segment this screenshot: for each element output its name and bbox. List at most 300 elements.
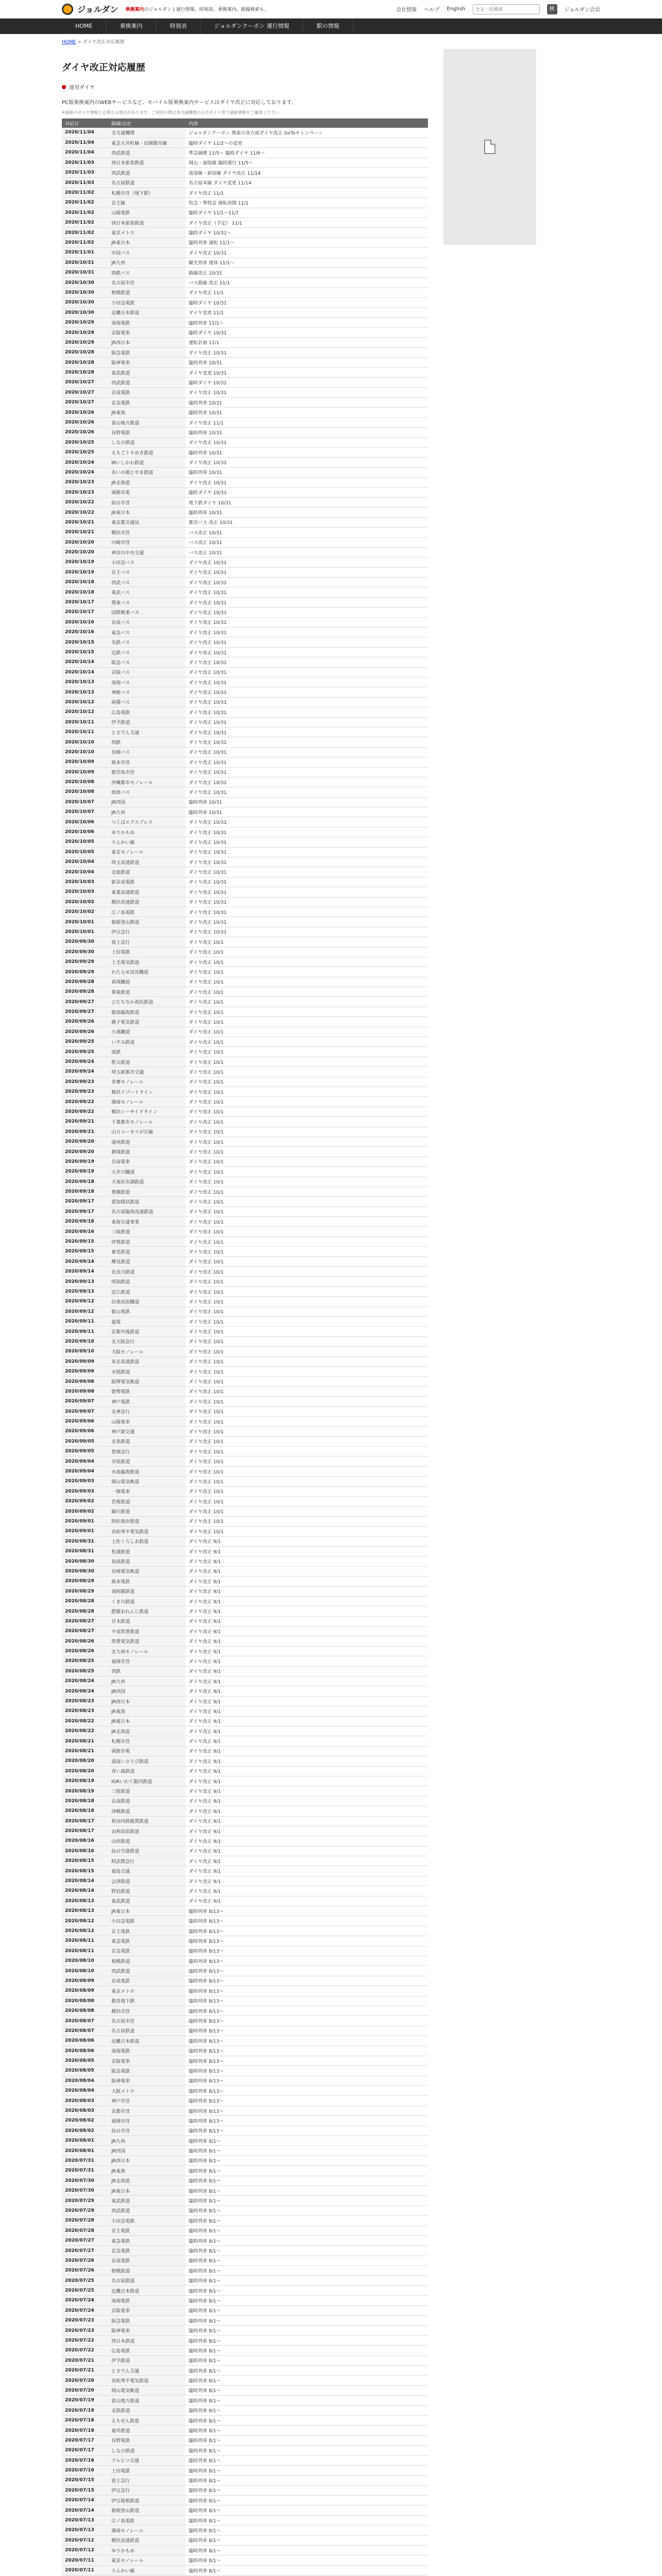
row-line: IRいしかわ鉄道 — [108, 457, 186, 467]
search-button[interactable]: 検 — [547, 4, 557, 14]
row-line: 京阪バス — [108, 667, 186, 677]
row-date: 2020/10/14 — [62, 657, 108, 667]
row-line: 阪急電鉄 — [108, 2066, 186, 2076]
row-content: 臨時列車 8/1〜 — [186, 2446, 428, 2455]
row-content: ダイヤ改正 9/1 — [186, 1606, 428, 1616]
row-line: 鹿児島市営 — [108, 767, 186, 777]
row-date: 2020/11/02 — [62, 188, 108, 197]
row-content: ダイヤ改正 10/1 — [186, 1037, 428, 1047]
row-line: 北九州モノレール — [108, 1646, 186, 1656]
nav-home[interactable]: HOME — [62, 19, 106, 34]
row-content: ダイヤ改正 9/1 — [186, 1806, 428, 1816]
row-content: ダイヤ改正 10/31 — [186, 847, 428, 857]
row-content: ダイヤ変更 11/1 — [186, 308, 428, 317]
row-date: 2020/09/16 — [62, 1227, 108, 1236]
table-row — [62, 1776, 428, 1786]
table-row — [62, 1297, 428, 1307]
row-content: 臨時列車 8/1〜 — [186, 2505, 428, 2515]
row-date: 2020/09/27 — [62, 997, 108, 1007]
row-line: 北神急行 — [108, 1406, 186, 1416]
table-row — [62, 487, 428, 497]
table-row — [62, 2496, 428, 2505]
row-content: 臨時列車 8/1〜 — [186, 2526, 428, 2535]
row-line: 福岡市営 — [108, 1656, 186, 1666]
row-line: 名古屋鉄道 — [108, 2026, 186, 2036]
row-content: 臨時列車 8/13〜 — [186, 2116, 428, 2126]
row-date: 2020/11/02 — [62, 238, 108, 247]
row-content: ダイヤ改正 10/31 — [186, 787, 428, 797]
row-line: 伊豆急行 — [108, 927, 186, 937]
row-date: 2020/09/27 — [62, 1007, 108, 1016]
table-row — [62, 2435, 428, 2445]
row-line: 全交通機関 — [108, 128, 186, 138]
row-content: 臨時ダイヤ 10/31〜 — [186, 228, 428, 238]
row-line: 京王電鉄 — [108, 1926, 186, 1936]
row-line: 函館市電 — [108, 487, 186, 497]
table-row — [62, 308, 428, 317]
table-row — [62, 1466, 428, 1476]
row-date: 2020/11/02 — [62, 208, 108, 217]
row-line: 小湊鐵道 — [108, 1027, 186, 1037]
row-content: 臨時列車 8/1〜 — [186, 2465, 428, 2475]
row-content: 臨時列車 8/1〜 — [186, 2136, 428, 2146]
row-line: 筑豊電気鉄道 — [108, 1636, 186, 1646]
nav-transfer[interactable]: 乗換案内 — [106, 19, 156, 34]
row-date: 2020/10/30 — [62, 287, 108, 297]
row-date: 2020/09/28 — [62, 977, 108, 987]
table-row — [62, 448, 428, 457]
row-line: 西武バス — [108, 578, 186, 587]
table-row — [62, 2256, 428, 2265]
table-row — [62, 847, 428, 857]
table-row — [62, 2206, 428, 2215]
table-row — [62, 1377, 428, 1386]
row-line: JR九州 — [108, 258, 186, 267]
row-date: 2020/10/17 — [62, 597, 108, 607]
row-content: ダイヤ改正 10/1 — [186, 1506, 428, 1516]
row-line: アルピコ交通 — [108, 2455, 186, 2465]
row-content: ダイヤ改正 10/1 — [186, 1386, 428, 1396]
row-content: ダイヤ改正 10/1 — [186, 1347, 428, 1357]
table-row — [62, 348, 428, 358]
nav-timetable[interactable]: 時刻表 — [156, 19, 201, 34]
row-date: 2020/10/14 — [62, 667, 108, 677]
row-date: 2020/10/25 — [62, 448, 108, 457]
row-line: 京都丹後鉄道 — [108, 1327, 186, 1336]
row-date: 2020/08/01 — [62, 2146, 108, 2156]
row-date: 2020/09/28 — [62, 987, 108, 997]
table-row — [62, 1906, 428, 1916]
row-line: 福岡市営 — [108, 2116, 186, 2126]
row-date: 2020/09/14 — [62, 1257, 108, 1266]
table-row — [62, 1986, 428, 1996]
row-content: 臨時ダイヤ 10/31 — [186, 378, 428, 387]
row-date: 2020/10/28 — [62, 367, 108, 377]
table-row — [62, 1726, 428, 1736]
row-date: 2020/09/24 — [62, 1067, 108, 1077]
row-line: 仙台市営 — [108, 497, 186, 507]
table-row — [62, 1716, 428, 1726]
row-line: 水島臨海鉄道 — [108, 1466, 186, 1476]
row-line: JR北海道 — [108, 1726, 186, 1736]
row-content: ダイヤ改正 10/1 — [186, 1327, 428, 1336]
row-date: 2020/10/23 — [62, 478, 108, 487]
row-line: 横浜市営 — [108, 528, 186, 537]
row-date: 2020/09/20 — [62, 1147, 108, 1157]
table-row — [62, 1936, 428, 1946]
row-line: 秩父鉄道 — [108, 1057, 186, 1066]
row-date: 2020/10/02 — [62, 907, 108, 917]
row-date: 2020/07/28 — [62, 2226, 108, 2235]
table-row — [62, 138, 428, 147]
row-line: JR東日本 — [108, 1906, 186, 1916]
row-line: 智頭急行 — [108, 1447, 186, 1456]
row-date: 2020/09/26 — [62, 1027, 108, 1037]
row-date: 2020/07/25 — [62, 2276, 108, 2285]
row-content: ダイヤ改正 10/31 — [186, 567, 428, 577]
row-line: 横浜高速鉄道 — [108, 897, 186, 907]
row-line: 高松琴平電気鉄道 — [108, 1527, 186, 1536]
row-date: 2020/08/26 — [62, 1636, 108, 1646]
table-row — [62, 1137, 428, 1146]
row-content: 臨時ダイヤ 10/31 — [186, 328, 428, 337]
row-date: 2020/09/13 — [62, 1286, 108, 1296]
row-content: ダイヤ変更 10/31 — [186, 367, 428, 377]
row-line: 高松琴平電気鉄道 — [108, 2376, 186, 2385]
table-row — [62, 1087, 428, 1097]
table-row — [62, 1047, 428, 1057]
row-content: 運転計画 11/1 — [186, 337, 428, 347]
nav-station[interactable]: 駅の情報 — [303, 19, 353, 34]
row-content: ダイヤ改正 9/1 — [186, 1776, 428, 1786]
row-line: 長野電鉄 — [108, 2435, 186, 2445]
table-row — [62, 1566, 428, 1576]
row-date: 2020/10/09 — [62, 767, 108, 777]
table-row — [62, 1966, 428, 1976]
row-date: 2020/07/14 — [62, 2496, 108, 2505]
row-line: しなの鉄道 — [108, 437, 186, 447]
row-date: 2020/10/23 — [62, 487, 108, 497]
row-date: 2020/11/02 — [62, 218, 108, 228]
logo-text: ジョルダン — [77, 5, 119, 14]
row-content: 臨時列車 8/1〜 — [186, 2235, 428, 2245]
row-content: 臨時列車 10/31 — [186, 467, 428, 477]
note-text: ※最新のダイヤ情報とは異なる場合があります。ご利用の際は各交通機関の公式サイト等で最新情報をご確認ください。 — [62, 110, 284, 115]
table-row — [62, 1277, 428, 1286]
row-date: 2020/08/29 — [62, 1577, 108, 1586]
row-content: 臨時列車 8/1〜 — [186, 2426, 428, 2435]
row-date: 2020/09/03 — [62, 1486, 108, 1496]
row-date: 2020/09/07 — [62, 1397, 108, 1406]
row-line: 東葉高速鉄道 — [108, 887, 186, 897]
table-row — [62, 1436, 428, 1446]
row-date: 2020/08/18 — [62, 1806, 108, 1816]
row-content: ダイヤ改正 10/31 — [186, 707, 428, 717]
row-content: ダイヤ改正 10/31 — [186, 248, 428, 258]
row-line: 京王バス — [108, 567, 186, 577]
row-date: 2020/10/24 — [62, 467, 108, 477]
row-line: 両備バス — [108, 697, 186, 707]
row-content: ダイヤ改正 10/1 — [186, 1527, 428, 1536]
row-line: いすみ鉄道 — [108, 1037, 186, 1047]
row-date: 2020/10/19 — [62, 567, 108, 577]
row-content: ダイヤ改正 9/1 — [186, 1836, 428, 1846]
row-content: バス改正 10/31 — [186, 547, 428, 557]
table-row — [62, 1646, 428, 1656]
row-line: 京成電鉄 — [108, 1976, 186, 1986]
row-content: ダイヤ改正 10/31 — [186, 607, 428, 617]
row-content: ダイヤ改正 10/1 — [186, 1167, 428, 1177]
row-date: 2020/11/04 — [62, 128, 108, 138]
row-line: しなの鉄道 — [108, 2446, 186, 2455]
row-content: 臨時列車 8/1〜 — [186, 2396, 428, 2405]
row-date: 2020/08/21 — [62, 1746, 108, 1756]
bullet-icon — [62, 85, 66, 89]
row-line: 伊豆箱根鉄道 — [108, 2496, 186, 2505]
row-content: ダイヤ改正 10/1 — [186, 1416, 428, 1426]
row-line: 京阪電車 — [108, 328, 186, 337]
row-line: 湘南モノレール — [108, 1097, 186, 1107]
row-date: 2020/10/25 — [62, 437, 108, 447]
row-content: 臨時列車 8/1〜 — [186, 2485, 428, 2495]
row-content: ダイヤ改正 10/31 — [186, 478, 428, 487]
table-row — [62, 1167, 428, 1177]
row-line: 南海電鉄 — [108, 2046, 186, 2056]
row-date: 2020/08/07 — [62, 2016, 108, 2026]
table-row — [62, 777, 428, 787]
logo[interactable] — [62, 3, 118, 15]
row-line: 仙台空港鉄道 — [108, 1846, 186, 1856]
row-line: 熊本電鉄 — [108, 1577, 186, 1586]
table-row — [62, 218, 428, 228]
row-line: 南阿蘇鉄道 — [108, 1586, 186, 1596]
top-link-help[interactable]: ヘルプ — [424, 7, 440, 13]
table-row — [62, 1706, 428, 1716]
table-row — [62, 2326, 428, 2335]
row-line: 大井川鐵道 — [108, 1167, 186, 1177]
row-content: 臨時ダイヤ 11/1〜11/7 — [186, 208, 428, 217]
table-row — [62, 2346, 428, 2355]
row-line: 近畿日本鉄道 — [108, 2285, 186, 2295]
table-row — [62, 937, 428, 947]
table-row — [62, 1257, 428, 1266]
row-date: 2020/07/25 — [62, 2285, 108, 2295]
row-date: 2020/08/02 — [62, 2126, 108, 2136]
table-row — [62, 1307, 428, 1316]
row-date: 2020/09/03 — [62, 1477, 108, 1486]
row-date: 2020/09/09 — [62, 1357, 108, 1366]
row-line: 青い森鉄道 — [108, 1766, 186, 1776]
table-row — [62, 628, 428, 637]
row-content: ダイヤ改正 10/1 — [186, 977, 428, 987]
row-date: 2020/10/27 — [62, 378, 108, 387]
row-line: 名鉄バス — [108, 637, 186, 647]
row-line: 南海バス — [108, 677, 186, 687]
row-line: 京王電鉄 — [108, 2226, 186, 2235]
row-content: 池袋線・新宿線 ダイヤ改正 11/14 — [186, 168, 428, 178]
table-row — [62, 2455, 428, 2465]
table-row — [62, 1037, 428, 1047]
row-content: ダイヤ改正 10/1 — [186, 1427, 428, 1436]
table-row — [62, 697, 428, 707]
row-content: 臨時列車 8/13〜 — [186, 2036, 428, 2046]
row-content: 臨時列車 8/1〜 — [186, 2285, 428, 2295]
row-line: 京都市営 — [108, 2106, 186, 2115]
row-content: ダイヤ改正 10/1 — [186, 1007, 428, 1016]
table-row — [62, 1197, 428, 1207]
row-line: 箱根登山鉄道 — [108, 2505, 186, 2515]
table-row — [62, 587, 428, 597]
row-line: えちごトキめき鉄道 — [108, 448, 186, 457]
table-row — [62, 2185, 428, 2195]
row-date: 2020/08/30 — [62, 1556, 108, 1566]
row-date: 2020/07/22 — [62, 2346, 108, 2355]
row-content: ダイヤ改正 10/1 — [186, 1017, 428, 1027]
row-date: 2020/10/20 — [62, 537, 108, 547]
search-input[interactable] — [473, 4, 540, 14]
row-date: 2020/07/13 — [62, 2515, 108, 2525]
row-line: 山形鉄道 — [108, 1836, 186, 1846]
row-line: JR九州 — [108, 807, 186, 817]
table-row — [62, 887, 428, 897]
row-content: 臨時ダイヤ 10/31 — [186, 487, 428, 497]
row-line: 阪急バス — [108, 657, 186, 667]
row-content: ダイヤ改正 10/1 — [186, 1336, 428, 1346]
row-date: 2020/09/23 — [62, 1077, 108, 1087]
table-row — [62, 907, 428, 917]
row-line: 伊予鉄道 — [108, 2355, 186, 2365]
row-date: 2020/08/03 — [62, 2106, 108, 2115]
row-line: 東急バス — [108, 628, 186, 637]
table-row — [62, 2006, 428, 2015]
row-date: 2020/08/14 — [62, 1876, 108, 1886]
row-date: 2020/08/23 — [62, 1696, 108, 1706]
row-content: ダイヤ改正 10/31 — [186, 457, 428, 467]
table-row — [62, 657, 428, 667]
row-content: ダイヤ改正 10/1 — [186, 1297, 428, 1307]
table-row — [62, 1207, 428, 1216]
row-line: 平成筑豊鉄道 — [108, 1626, 186, 1636]
row-date: 2020/08/25 — [62, 1666, 108, 1676]
row-date: 2020/07/18 — [62, 2415, 108, 2425]
table-row — [62, 1556, 428, 1566]
row-line: 西日本旅客鉄道 — [108, 218, 186, 228]
row-date: 2020/08/17 — [62, 1826, 108, 1836]
table-row — [62, 1067, 428, 1077]
row-content: ダイヤ改正 11/1 — [186, 287, 428, 297]
row-date: 2020/10/11 — [62, 717, 108, 727]
top-link-english[interactable]: English — [446, 6, 466, 12]
row-date: 2020/11/01 — [62, 248, 108, 258]
row-content: ダイヤ改正 10/31 — [186, 727, 428, 737]
row-content: 臨時列車 8/1〜 — [186, 2246, 428, 2256]
top-link-company[interactable]: 会社情報 — [396, 7, 417, 13]
row-content: ダイヤ改正 10/1 — [186, 1027, 428, 1037]
row-date: 2020/08/27 — [62, 1616, 108, 1626]
row-content: 臨時列車 8/1〜 — [186, 2535, 428, 2545]
table-row — [62, 497, 428, 507]
row-content: ダイヤ改正 10/31 — [186, 597, 428, 607]
row-date: 2020/08/06 — [62, 2046, 108, 2056]
table-row — [62, 607, 428, 617]
row-date: 2020/09/12 — [62, 1297, 108, 1307]
top-link-member[interactable]: ジョルダン会員 — [564, 7, 600, 13]
row-date: 2020/08/21 — [62, 1736, 108, 1746]
breadcrumb-home[interactable]: HOME — [62, 40, 76, 45]
row-line: 江ノ島電鉄 — [108, 907, 186, 917]
row-line: 横浜高速鉄道 — [108, 2535, 186, 2545]
row-date: 2020/07/21 — [62, 2366, 108, 2376]
row-line: 北総鉄道 — [108, 867, 186, 877]
table-row — [62, 1676, 428, 1686]
row-date: 2020/10/22 — [62, 507, 108, 517]
row-date: 2020/10/27 — [62, 387, 108, 397]
row-content: ダイヤ改正 10/1 — [186, 1236, 428, 1246]
table-row — [62, 1876, 428, 1886]
row-date: 2020/08/06 — [62, 2036, 108, 2046]
table-row — [62, 328, 428, 337]
row-line: 西武鉄道 — [108, 378, 186, 387]
row-line: 南海電鉄 — [108, 317, 186, 327]
nav-coupon-status[interactable]: ジョルダンクーポン 運行情報 — [201, 19, 303, 34]
row-date: 2020/10/28 — [62, 358, 108, 367]
table-row — [62, 578, 428, 587]
row-line: 中国バス — [108, 248, 186, 258]
row-line: 伊予鉄道 — [108, 717, 186, 727]
back-link[interactable]: 運用ダイヤ — [62, 83, 428, 91]
row-line: 舞浜リゾートライン — [108, 1087, 186, 1097]
row-content: ダイヤ改正 10/1 — [186, 1227, 428, 1236]
row-date: 2020/08/31 — [62, 1546, 108, 1556]
table-row — [62, 2266, 428, 2276]
row-line: 川崎市営 — [108, 537, 186, 547]
table-row — [62, 2515, 428, 2525]
row-line: 天竜浜名湖鉄道 — [108, 1177, 186, 1187]
row-content: バス改正 10/31 — [186, 537, 428, 547]
table-row — [62, 1477, 428, 1486]
tagline: 乗換案内のジョルダン | 運行情報、時刻表、乗換案内、路線検索も。 — [125, 7, 269, 12]
row-content: 準急減便 11/5〜 臨時ダイヤ 11/6〜 — [186, 148, 428, 158]
table-row — [62, 647, 428, 657]
row-date: 2020/09/02 — [62, 1506, 108, 1516]
row-line: 神戸新交通 — [108, 1427, 186, 1436]
row-content: ダイヤ改正 10/1 — [186, 1067, 428, 1077]
row-line: 養老鉄道 — [108, 1247, 186, 1257]
row-line: 岡山電気軌道 — [108, 1477, 186, 1486]
table-row — [62, 2316, 428, 2326]
row-content: 臨時列車 運転 11/1〜 — [186, 238, 428, 247]
table-row — [62, 1017, 428, 1027]
row-date: 2020/07/21 — [62, 2355, 108, 2365]
row-content: ダイヤ改正 10/1 — [186, 1087, 428, 1097]
table-row — [62, 228, 428, 238]
row-content: 臨時列車 8/1〜 — [186, 2185, 428, 2195]
row-date: 2020/10/30 — [62, 298, 108, 308]
row-line: りんかい線 — [108, 837, 186, 847]
row-content: 臨時列車 8/13〜 — [186, 1916, 428, 1926]
row-content: ダイヤ改正 9/1 — [186, 1726, 428, 1736]
table-row — [62, 537, 428, 547]
row-date: 2020/08/12 — [62, 1926, 108, 1936]
row-content: ダイヤ改正 10/31 — [186, 717, 428, 727]
table-row — [62, 1826, 428, 1836]
table-row — [62, 947, 428, 957]
row-date: 2020/10/11 — [62, 727, 108, 737]
table-row — [62, 867, 428, 877]
row-date: 2020/10/12 — [62, 697, 108, 707]
row-content: ダイヤ改正 10/31 — [186, 578, 428, 587]
row-line: 松浦鉄道 — [108, 1546, 186, 1556]
